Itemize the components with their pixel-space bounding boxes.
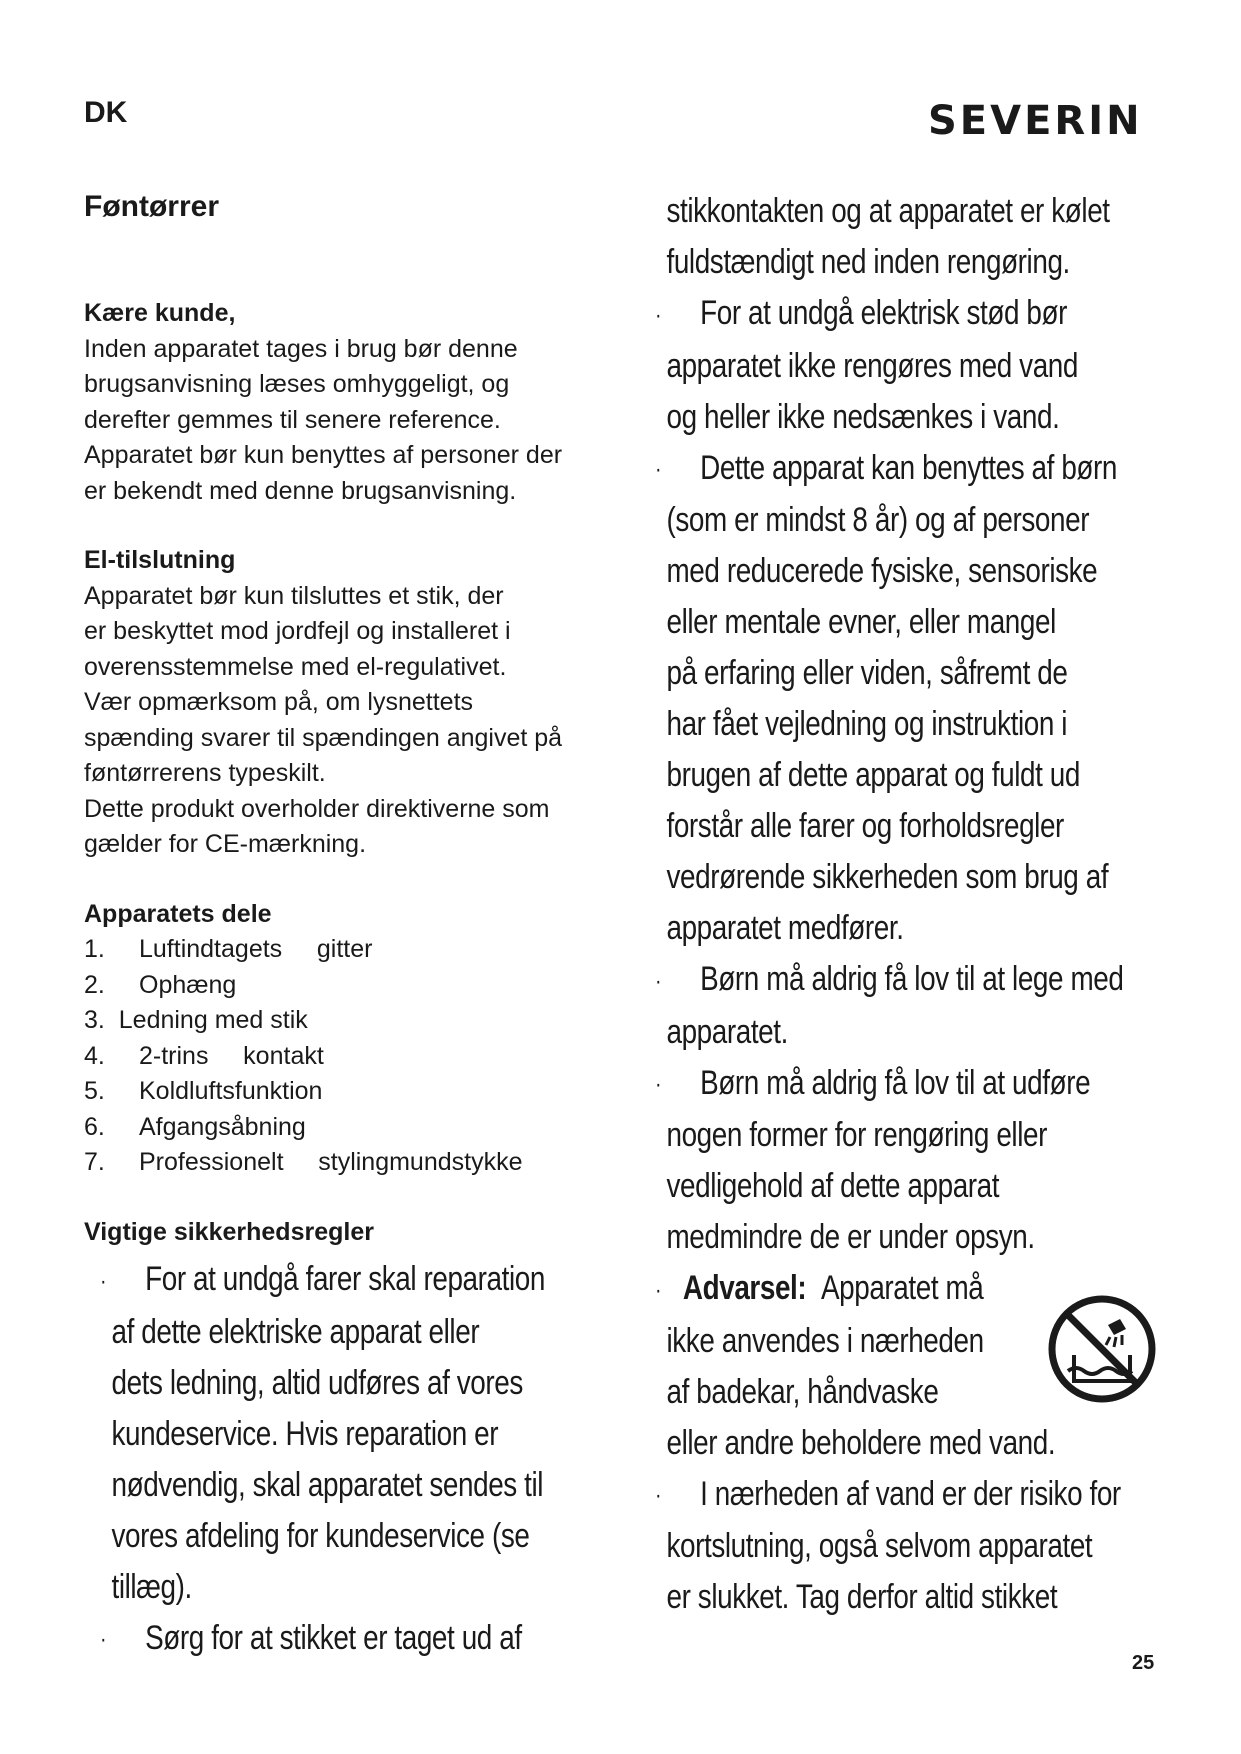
- page-title: Føntørrer: [84, 190, 219, 223]
- warning-line: eller andre beholdere med vand.: [666, 1423, 1056, 1462]
- safety-line: vedligehold af dette apparat: [666, 1167, 1000, 1206]
- severin-logo: [928, 94, 1168, 144]
- warning-line: af badekar, håndvaske: [666, 1372, 939, 1411]
- intro-heading: Kære kunde,: [84, 299, 236, 327]
- warning-line: ikke anvendes i nærheden: [666, 1321, 984, 1360]
- page-number: 25: [1132, 1652, 1155, 1674]
- connection-line: spænding svarer til spændingen angivet på: [84, 723, 563, 752]
- safety-line: brugen af dette apparat og fuldt ud: [666, 756, 1080, 795]
- parts-list: [84, 932, 604, 1181]
- language-code: DK: [84, 96, 128, 129]
- safety-line: medmindre de er under opsyn.: [666, 1218, 1035, 1257]
- safety-line: fuldstændigt ned inden rengøring.: [666, 243, 1070, 281]
- parts-heading: Apparatets dele: [84, 899, 272, 928]
- intro-line: derefter gemmes til senere reference.: [84, 405, 501, 434]
- safety-line: apparatet medfører.: [666, 909, 904, 948]
- connection-heading: El-tilslutning: [84, 546, 236, 574]
- safety-right-block: [655, 186, 1123, 1623]
- parts-list-item: 4. 2-trins kontakt: [84, 1041, 324, 1070]
- safety-left-block: [100, 1254, 545, 1665]
- safety-line: vores afdeling for kundeservice (se: [111, 1516, 530, 1555]
- svg-text:SEVERIN: SEVERIN: [928, 98, 1143, 144]
- connection-line: Dette produkt overholder direktiverne som: [84, 794, 550, 823]
- intro-line: Apparatet bør kun benyttes af personer der: [84, 441, 563, 469]
- bullet: ·: [655, 301, 662, 329]
- safety-line: · For at undgå farer skal reparation: [100, 1254, 545, 1307]
- bullet: ·: [655, 1276, 662, 1304]
- safety-line: og heller ikke nedsænkes i vand.: [666, 397, 1060, 436]
- connection-line: Vær opmærksom på, om lysnettets: [84, 688, 474, 716]
- safety-line: er slukket. Tag derfor altid stikket: [666, 1578, 1058, 1617]
- bullet: ·: [655, 1071, 662, 1099]
- parts-list-item: 7. Professionelt stylingmundstykke: [84, 1148, 523, 1176]
- safety-line: nogen former for rengøring eller: [666, 1116, 1047, 1155]
- parts-list-item: 5. Koldluftsfunktion: [84, 1077, 323, 1105]
- intro-line: brugsanvisning læses omhyggeligt, og: [84, 370, 510, 398]
- warning-label: Advarsel:: [682, 1269, 807, 1308]
- bullet: ·: [655, 456, 662, 484]
- bullet: ·: [100, 1626, 107, 1654]
- safety-line: · Dette apparat kan benyttes af børn: [655, 443, 1123, 496]
- safety-line: (som er mindst 8 år) og af personer: [666, 501, 1090, 540]
- parts-list-item: 6. Afgangsåbning: [84, 1112, 306, 1141]
- parts-list-item: 2. Ophæng: [84, 970, 237, 999]
- safety-line: tillæg).: [111, 1567, 192, 1606]
- safety-line: stikkontakten og at apparatet er kølet: [666, 192, 1110, 230]
- safety-line: · Børn må aldrig få lov til at lege med: [655, 954, 1123, 1007]
- safety-line: nødvendig, skal apparatet sendes til: [111, 1465, 544, 1504]
- parts-list-item: 1. Luftindtagets gitter: [84, 935, 373, 963]
- safety-line: har fået vejledning og instruktion i: [666, 705, 1068, 744]
- parts-list-item: 3. Ledning med stik: [84, 1006, 308, 1034]
- connection-line: er beskyttet mod jordfejl og installeret i: [84, 617, 511, 645]
- safety-heading: Vigtige sikkerhedsregler: [84, 1217, 374, 1246]
- warning-line: · Advarsel: Apparatet må: [655, 1263, 1123, 1316]
- safety-line: forstår alle farer og forholdsregler: [666, 807, 1064, 846]
- safety-line: af dette elektriske apparat eller: [111, 1312, 480, 1351]
- safety-line: · For at undgå elektrisk stød bør: [655, 288, 1123, 341]
- left-column: [84, 296, 604, 1250]
- safety-line: · I nærheden af vand er der risiko for: [655, 1469, 1123, 1522]
- safety-line: kundeservice. Hvis reparation er: [111, 1414, 499, 1453]
- safety-line: apparatet.: [666, 1012, 788, 1051]
- safety-line: vedrørende sikkerheden som brug af: [666, 858, 1109, 897]
- safety-line: dets ledning, altid udføres af vores: [111, 1363, 523, 1402]
- bullet: ·: [655, 1482, 662, 1510]
- safety-line: kortslutning, også selvom apparatet: [666, 1527, 1093, 1566]
- safety-line: apparatet ikke rengøres med vand: [666, 346, 1078, 385]
- bullet: ·: [655, 967, 662, 995]
- safety-line: · Børn må aldrig få lov til at udføre: [655, 1058, 1123, 1111]
- no-water-warning-icon: [1046, 1293, 1158, 1405]
- intro-line: Inden apparatet tages i brug bør denne: [84, 334, 518, 363]
- intro-line: er bekendt med denne brugsanvisning.: [84, 476, 517, 505]
- safety-line: eller mentale evner, eller mangel: [666, 603, 1056, 642]
- connection-line: Apparatet bør kun tilsluttes et stik, der: [84, 581, 504, 610]
- connection-line: gælder for CE-mærkning.: [84, 830, 367, 858]
- safety-line: · Sørg for at stikket er taget ud af: [100, 1613, 545, 1666]
- connection-line: overensstemmelse med el-regulativet.: [84, 652, 507, 681]
- bullet: ·: [100, 1267, 107, 1295]
- connection-line: føntørrerens typeskilt.: [84, 759, 326, 787]
- safety-line: på erfaring eller viden, såfremt de: [666, 654, 1068, 693]
- safety-line: med reducerede fysiske, sensoriske: [666, 552, 1098, 591]
